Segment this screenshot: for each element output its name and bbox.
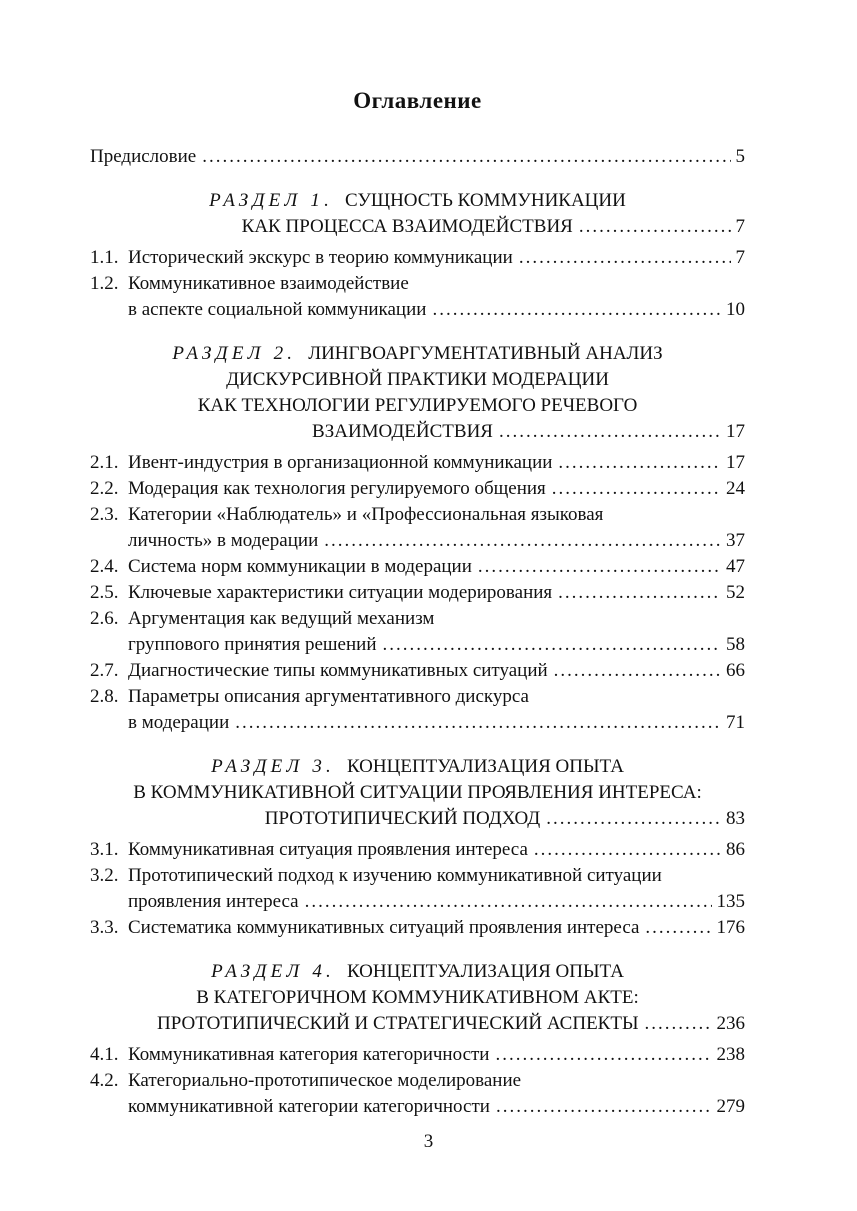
page-number: 176 xyxy=(716,917,745,938)
toc-entry xyxy=(90,658,745,684)
entry-line xyxy=(128,684,745,710)
toc-entry xyxy=(90,554,745,580)
section-heading-line xyxy=(90,780,745,806)
entry-text: Коммуникативная категория категоричности xyxy=(128,1044,490,1065)
page-number: 238 xyxy=(716,1044,745,1065)
section-label: РАЗДЕЛ 3. xyxy=(211,756,335,777)
entry-text: Ключевые характеристики ситуации модерирования xyxy=(128,582,553,603)
dot-leader xyxy=(558,450,721,476)
entry-line xyxy=(128,271,745,297)
entry-body xyxy=(128,863,745,915)
entry-line xyxy=(128,1068,745,1094)
entry-text: Параметры описания аргументативного дискурса xyxy=(128,686,529,707)
toc-entry xyxy=(90,502,745,554)
dot-leader xyxy=(552,476,721,502)
entry-line xyxy=(128,710,745,736)
section-heading-text: В КАТЕГОРИЧНОМ КОММУНИКАТИВНОМ АКТЕ: xyxy=(196,987,639,1008)
entry-line xyxy=(128,915,745,941)
section-heading-line xyxy=(90,754,745,780)
entry-number: 2.3. xyxy=(90,504,119,525)
section-heading-line-with-page xyxy=(90,806,745,832)
entry-body xyxy=(128,271,745,323)
entry-body xyxy=(128,658,745,684)
page-number: 7 xyxy=(735,247,745,268)
entry-line xyxy=(128,889,745,915)
entry-line xyxy=(128,606,745,632)
section-heading-text: ЛИНГВОАРГУМЕНТАТИВНЫЙ АНАЛИЗ xyxy=(308,343,663,364)
section-heading-text: КАК ТЕХНОЛОГИИ РЕГУЛИРУЕМОГО РЕЧЕВОГО xyxy=(197,395,638,416)
toc-entry xyxy=(90,271,745,323)
dot-leader xyxy=(324,528,721,554)
entry-line xyxy=(128,245,745,271)
entry-body xyxy=(128,476,745,502)
page-number: 58 xyxy=(726,634,745,655)
dot-leader xyxy=(519,245,731,271)
entry-text: Прототипический подход к изучению коммуникативной ситуации xyxy=(128,865,662,886)
section-heading-text: КОНЦЕПТУАЛИЗАЦИЯ ОПЫТА xyxy=(346,961,624,982)
entry-number: 2.5. xyxy=(90,582,119,603)
dot-leader xyxy=(495,1042,711,1068)
entry-line xyxy=(128,580,745,606)
toc-section-heading xyxy=(90,754,745,832)
section-heading-line xyxy=(90,367,745,393)
entry-line xyxy=(128,476,745,502)
entry-text: Категориально-прототипическое моделирование xyxy=(128,1070,522,1091)
entry-line xyxy=(128,837,745,863)
entry-body xyxy=(128,450,745,476)
entry-number: 2.7. xyxy=(90,660,119,681)
toc-entry xyxy=(90,1068,745,1120)
entry-body xyxy=(128,554,745,580)
page-number: 66 xyxy=(726,660,745,681)
section-heading-text: В КОММУНИКАТИВНОЙ СИТУАЦИИ ПРОЯВЛЕНИЯ ИНТЕРЕСА: xyxy=(133,782,702,803)
toc-entry xyxy=(90,684,745,736)
page-number: 24 xyxy=(726,478,745,499)
entry-number: 2.6. xyxy=(90,608,119,629)
entry-body xyxy=(128,502,745,554)
toc-entry xyxy=(90,144,745,170)
entry-line xyxy=(128,502,745,528)
entry-number: 3.1. xyxy=(90,839,119,860)
section-heading-line xyxy=(90,341,745,367)
dot-leader xyxy=(202,144,730,170)
page-number: 10 xyxy=(726,299,745,320)
entry-text: личность» в модерации xyxy=(128,530,319,551)
toc-entry xyxy=(90,606,745,658)
section-heading-line xyxy=(90,188,745,214)
entry-text: в аспекте социальной коммуникации xyxy=(128,299,427,320)
entry-text: Категории «Наблюдатель» и «Профессиональная языковая xyxy=(128,504,604,525)
entry-number: 2.1. xyxy=(90,452,119,473)
toc-entry xyxy=(90,580,745,606)
toc-entry xyxy=(90,476,745,502)
dot-leader xyxy=(579,214,731,240)
entry-body xyxy=(128,245,745,271)
section-heading-line-with-page xyxy=(90,1011,745,1037)
entry-line xyxy=(128,1094,745,1120)
entry-line xyxy=(128,297,745,323)
entry-text: Ивент-индустрия в организационной коммуникации xyxy=(128,452,553,473)
footer-page-number: 3 xyxy=(423,1131,434,1152)
entry-body xyxy=(128,915,745,941)
entry-number: 1.2. xyxy=(90,273,119,294)
toc-entry xyxy=(90,915,745,941)
dot-leader xyxy=(645,915,711,941)
entry-body xyxy=(128,837,745,863)
section-heading-line xyxy=(90,959,745,985)
section-heading-text: ВЗАИМОДЕЙСТВИЯ xyxy=(312,421,493,442)
entry-body xyxy=(128,606,745,658)
section-heading-text: ПРОТОТИПИЧЕСКИЙ ПОДХОД xyxy=(264,808,541,829)
toc-entry xyxy=(90,863,745,915)
entry-number: 3.2. xyxy=(90,865,119,886)
entry-text: Модерация как технология регулируемого общения xyxy=(128,478,546,499)
page-number: 47 xyxy=(726,556,745,577)
toc-list xyxy=(90,144,745,1120)
section-label: РАЗДЕЛ 2. xyxy=(172,343,297,364)
entry-body xyxy=(128,1068,745,1120)
entry-number: 4.2. xyxy=(90,1070,119,1091)
page-number: 37 xyxy=(726,530,745,551)
section-heading-line-with-page xyxy=(90,214,745,240)
page-number: 279 xyxy=(716,1096,745,1117)
entry-line xyxy=(128,863,745,889)
toc-entry xyxy=(90,1042,745,1068)
entry-text: коммуникативной категории категоричности xyxy=(128,1096,490,1117)
dot-leader xyxy=(645,1011,712,1037)
dot-leader xyxy=(558,580,721,606)
page-number: 135 xyxy=(716,891,745,912)
entry-body xyxy=(128,580,745,606)
page-number: 52 xyxy=(726,582,745,603)
page-number: 71 xyxy=(726,712,745,733)
entry-line xyxy=(128,632,745,658)
section-heading-text: КОНЦЕПТУАЛИЗАЦИЯ ОПЫТА xyxy=(346,756,624,777)
dot-leader xyxy=(496,1094,712,1120)
entry-text: проявления интереса xyxy=(128,891,299,912)
entry-number: 2.2. xyxy=(90,478,119,499)
entry-line xyxy=(128,658,745,684)
page-number: 236 xyxy=(716,1013,745,1034)
toc-entry xyxy=(90,450,745,476)
entry-text: Коммуникативное взаимодействие xyxy=(128,273,409,294)
entry-line xyxy=(128,1042,745,1068)
entry-number: 4.1. xyxy=(90,1044,119,1065)
entry-number: 2.4. xyxy=(90,556,119,577)
entry-text: Исторический экскурс в теорию коммуникации xyxy=(128,247,513,268)
toc-section-heading xyxy=(90,341,745,445)
entry-body xyxy=(128,684,745,736)
section-heading-text: КАК ПРОЦЕССА ВЗАИМОДЕЙСТВИЯ xyxy=(241,216,573,237)
section-heading-line xyxy=(90,393,745,419)
dot-leader xyxy=(499,419,721,445)
dot-leader xyxy=(305,889,712,915)
page-number: 86 xyxy=(726,839,745,860)
entry-line xyxy=(90,144,745,170)
entry-text: Диагностические типы коммуникативных ситуаций xyxy=(128,660,548,681)
page-number: 17 xyxy=(726,421,745,442)
dot-leader xyxy=(432,297,721,323)
entry-text: Система норм коммуникации в модерации xyxy=(128,556,472,577)
dot-leader xyxy=(235,710,721,736)
entry-text: Коммуникативная ситуация проявления интереса xyxy=(128,839,528,860)
section-heading-text: СУЩНОСТЬ КОММУНИКАЦИИ xyxy=(345,190,626,211)
toc-entry xyxy=(90,837,745,863)
page-number: 5 xyxy=(735,146,745,167)
entry-number: 3.3. xyxy=(90,917,119,938)
entry-number: 2.8. xyxy=(90,686,119,707)
toc-section-heading xyxy=(90,959,745,1037)
entry-text: в модерации xyxy=(128,712,230,733)
dot-leader xyxy=(383,632,722,658)
section-heading-text: ПРОТОТИПИЧЕСКИЙ И СТРАТЕГИЧЕСКИЙ АСПЕКТЫ xyxy=(156,1013,639,1034)
toc-entry xyxy=(90,245,745,271)
dot-leader xyxy=(534,837,721,863)
page-number: 83 xyxy=(726,808,745,829)
section-heading-line xyxy=(90,985,745,1011)
page-number: 7 xyxy=(735,216,746,237)
section-label: РАЗДЕЛ 4. xyxy=(211,961,335,982)
dot-leader xyxy=(546,806,721,832)
entry-number: 1.1. xyxy=(90,247,119,268)
page-number: 17 xyxy=(726,452,745,473)
entry-body xyxy=(128,1042,745,1068)
entry-text: группового принятия решений xyxy=(128,634,377,655)
entry-text: Аргументация как ведущий механизм xyxy=(128,608,435,629)
toc-section-heading xyxy=(90,188,745,240)
entry-line xyxy=(128,528,745,554)
entry-body xyxy=(90,144,745,170)
entry-line xyxy=(128,554,745,580)
dot-leader xyxy=(554,658,721,684)
page-title: Оглавление xyxy=(353,88,482,113)
section-heading-line-with-page xyxy=(90,419,745,445)
dot-leader xyxy=(478,554,721,580)
section-label: РАЗДЕЛ 1. xyxy=(209,190,334,211)
section-heading-text: ДИСКУРСИВНОЙ ПРАКТИКИ МОДЕРАЦИИ xyxy=(226,369,609,390)
entry-text: Предисловие xyxy=(90,146,197,167)
entry-text: Систематика коммуникативных ситуаций проявления интереса xyxy=(128,917,640,938)
entry-line xyxy=(128,450,745,476)
